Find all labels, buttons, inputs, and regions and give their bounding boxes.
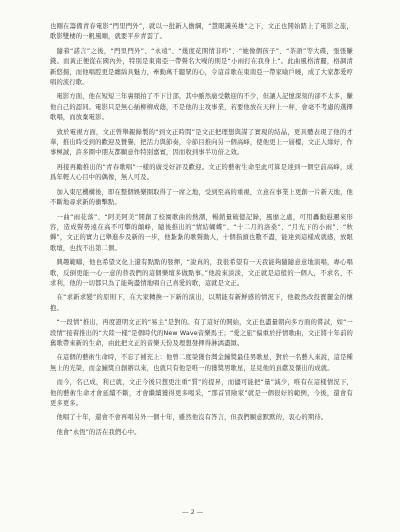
page-number: — 2 — — [182, 508, 204, 516]
article-body — [50, 22, 353, 442]
paragraph: 電影方面，他在短短三年裏頻拍了不下廿部，其中雖然廣受歡迎的不少，但讓人記憶深刻的卻不太多，賺他自己的認同。電影只是無心插柳柳成蔭，不是他的主攻事業，若要他放在天秤上一秤，會毫不考慮的選擇歌唱，而放棄電影。 — [50, 93, 354, 122]
closing-line: 他會“永恆”的活在我們心中。 — [50, 428, 141, 436]
paragraph: 而今，名已成，利已就，文正今後只想更注重“質”的提昇，而儘可能把“量”減少，唯有在這樣情況下，他的藝術生命才會延續不斷，才會繼續獲得更多喝采，“那首冒險家”就是一個很好的範例，今後，還會有更多更多。 — [50, 379, 353, 407]
paragraph: 在這個的藝術生命時，不忘了補充上：他曾二度榮獲台灣金鐘獎最佳男歌星，對於一名藝人來說，這是種無上的光榮，而金鐘獎自創辦以來，也就只有他是唯一的獲獎男歌星，足見他的貢獻及傑出的成就。 — [50, 354, 354, 372]
paragraph: 一曲“雨花落”、“阿美阿美”開創了校園歌曲的熱潮，暢銷量破億記錄，風靡之處，可用轟動遐邇來形容，造成聲勢遠在高不可攀的顛峰，隨後推出的“情結蝴蝶”、“十二月的洛桑”、“月光下的小雨”、“秋蟬”，文正的實力已舉進步及新的一步，他紮紮的歌聲動人，十個指頭也數不盡，能達到這樣成就感，放眼歌壇，也找不出第二個。 — [50, 213, 353, 252]
paragraph: 加入東尼機構後，即在整個娛樂圈取得了一席之地，受到至高的重視，立意在事業上更創一片新天地，他不斷地尋求新的衝擊點。 — [50, 188, 354, 207]
paragraph: 興趣範疇，他也希望文化上還有點點的發揮，“說真的，我很希望有一天我能夠隨隨意意地演唱，專心唱歌，反倒更能一心一意的替我們的這個樂壇多做點事。”他說來淡淡，文正就是這般的一個人，不求名，不求利，他的一切都只為了能夠盡情地唱自己喜愛的歌，這就是文正。 — [50, 259, 353, 287]
paragraph: 在“求新求變”的原則下，在大家轉換一下新的演出，以期能有新鮮感的情況下，他毅然改投寶麗金的懷抱。 — [50, 294, 353, 312]
paragraph: 也剛在籌備青春電影“門里門外”，就以一批新人擔綱，“慧眼識英雄”之下，文正也開始踏上了電影之旅，歌影雙棲的一帆風順，就要平步青雲了。 — [50, 23, 353, 41]
paragraph: 隨着“諾言”之後，“門里門外”、“永遠”、“幾度花開情非昨”、“她像個孩子”、“茶語”等大碟，張張賺錢。而黃正便從在國內外，特別是東南亞一帶聲名大噪的則是“小雨打在我身上”。此曲風格清麗，格調清新悠揚，而他唱腔更是纏綿具魅力，牽動萬千聽眾的心，令這首歌在東南亞一帶家喻戶曉，成了大家都愛哼唱的流行歌。 — [50, 47, 354, 87]
paragraph: 他唱了十年，還會不會再唱另外一個十年，雖然他沒有答言，但我們願意默默的，衷心的期待。 — [50, 414, 328, 422]
paragraph: “一段情”推出，再度證明文正的“易主”是對的。有了這好的開始，文正也盡量朝向多方面的嘗試，如“一段情”接着推出的“大陸一樣”是個時代的New Wave音樂馬王；“愛之旅”偏重於抒情歌曲，文正將十年前的舊歌帶來新的生命，由此把文正的音樂天份及理想發揮得淋漓盡緻。 — [50, 319, 353, 347]
paragraph: 致於電視方面，文正曾舉親錄製的“到文正時間”是文正把理想與謀了實現的結晶，更具體表現了他的才華，推出時受到的歡迎及贊譽，把活力與節奏，令節目推向另一個高峰，使他更上一層樓，文正人緣好，作事極誠，許多圈中朋友都願意作特別嘉賓，因而收到事半功倍之效。 — [50, 128, 354, 157]
paragraph: 再接再勵推出的“青春歌唱”一樣的廣受好評及歡迎。文正的藝術生命至此可算是達到一個空前高峰，成爲年輕人心目中的偶像，無人可及。 — [50, 163, 353, 182]
